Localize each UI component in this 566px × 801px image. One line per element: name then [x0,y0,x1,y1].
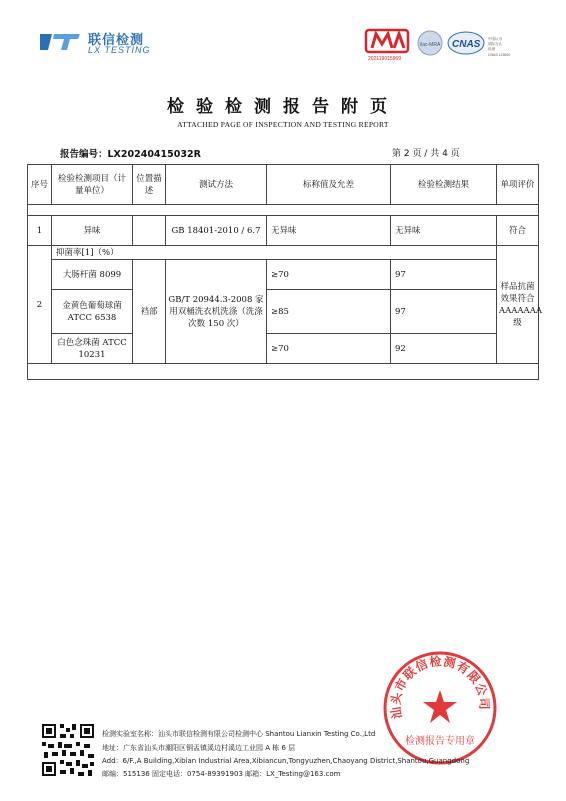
header-item: 检验检测项目（计量单位） [52,165,133,205]
table-row [28,246,539,260]
sub3-result: 92 [391,334,497,364]
svg-text:CNAS: CNAS [452,39,481,50]
ilac-mra-icon [418,31,442,55]
table-row [28,216,539,246]
table-row [28,334,539,364]
svg-text:CNAS L15520: CNAS L15520 [488,53,511,57]
row1-item: 异味 [52,216,133,246]
table-row [28,290,539,334]
sub1-spec: ≥70 [267,260,391,290]
row2-method: GB/T 20944.3-2008 家用双桶洗衣机洗涤（洗涤次数 150 次） [166,260,267,364]
page-number: 第 2 页 / 共 4 页 [392,149,460,159]
inspection-table [27,164,542,380]
header-seq: 序号 [28,165,52,205]
row1-result: 无异味 [391,216,497,246]
row1-seq: 1 [28,216,52,246]
svg-text:中国认可: 中国认可 [488,37,502,41]
report-number: 报告编号：LX20240415032R [60,149,201,160]
header-verdict: 单项评价 [497,165,539,205]
cma-mark-icon [366,30,408,52]
svg-text:ilac-MRA: ilac-MRA [420,42,441,48]
page-subtitle: ATTACHED PAGE OF INSPECTION AND TESTING REPORT [177,120,389,129]
svg-text:国际互认: 国际互认 [488,42,502,46]
certification-marks [364,28,524,62]
qr-code-icon [40,722,96,778]
page-title: 检验检测报告附页 [167,97,399,117]
company-seal-icon [380,648,500,768]
footer-contact: 邮编：515136 固定电话：0754-89391903 邮箱：LX_Testing@163.com [102,770,341,778]
sub2-item: 金黄色葡萄球菌 ATCC 6538 [52,290,133,334]
table-row [28,260,539,290]
seal-ring-text: 汕头市联信检测有限公司 [388,654,492,720]
company-logo-en: LX TESTING [88,45,151,55]
header-spec: 标称值及允差 [267,165,391,205]
footer-address-en: Add：6/F.,A Building,Xibian Industrial Area,Xibiancun,Tongyuzhen,Chaoyang District,Shantou,Guangdong [102,757,470,765]
sub2-spec: ≥85 [267,290,391,334]
header-result: 检验检测结果 [391,165,497,205]
sub2-result: 97 [391,290,497,334]
sub1-result: 97 [391,260,497,290]
company-logo-cn: 联信检测 [88,33,145,48]
svg-text:检测: 检测 [488,47,495,51]
spacer-row [28,205,539,216]
row2-position: 裆部 [133,260,166,364]
footer-lab-name: 检测实验室名称：汕头市联信检测有限公司检测中心 Shantou Lianxin Testing Co.,Ltd [102,730,376,738]
seal-bottom-text: 检测报告专用章 [405,736,475,747]
row2-seq: 2 [28,246,52,364]
sub3-item: 白色念珠菌 ATCC 10231 [52,334,133,364]
row2-verdict: 样品抗菌效果符合AAAAAAA级 [497,246,539,364]
sub3-spec: ≥70 [267,334,391,364]
sub1-item: 大肠杆菌 8099 [52,260,133,290]
row2-group-label: 抑菌率[1]（%） [52,246,497,260]
row1-verdict: 符合 [497,216,539,246]
cnas-logo-icon [448,32,484,54]
header-position: 位置描述 [133,165,166,205]
table-header-row [28,165,539,205]
spacer-row [28,364,539,380]
header-method: 测试方法 [166,165,267,205]
lx-logo-icon [38,30,82,54]
row1-spec: 无异味 [267,216,391,246]
row1-method: GB 18401-2010 / 6.7 [166,216,267,246]
cma-number: 202119015969 [368,56,401,62]
footer-address-cn: 地址：广东省汕头市潮阳区铜盂镇溪边村溪边工业园 A 栋 6 层 [102,744,296,752]
